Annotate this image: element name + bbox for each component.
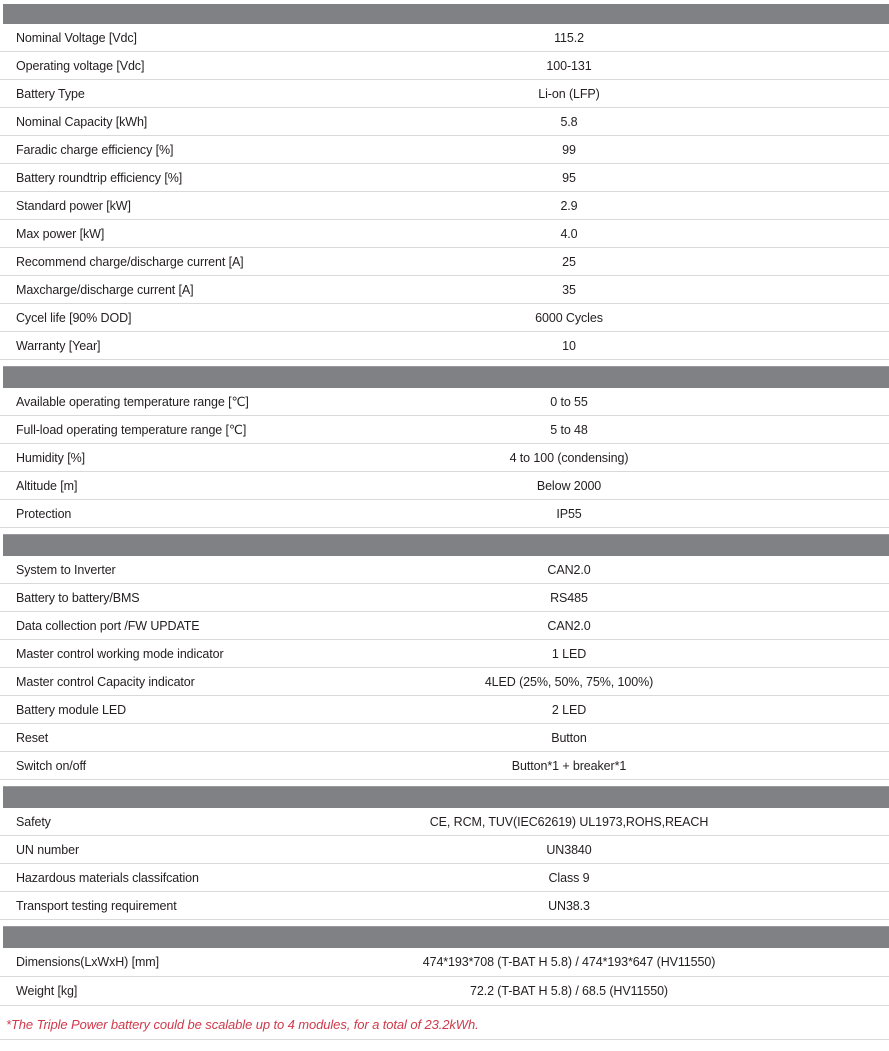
table-row [0, 388, 889, 416]
row-value: 115.2 [554, 31, 584, 45]
row-label: Full-load operating temperature range [℃] [16, 423, 247, 437]
table-row [0, 612, 889, 640]
table-row [0, 696, 889, 724]
row-label: Maxcharge/discharge current [A] [16, 283, 194, 297]
row-label: Weight [kg] [16, 984, 78, 998]
row-value: 99 [562, 143, 576, 157]
row-value: 100-131 [546, 59, 592, 73]
row-value: 2.9 [560, 199, 578, 213]
row-value: CE, RCM, TUV(IEC62619) UL1973,ROHS,REACH [429, 815, 709, 829]
row-label: Cycel life [90% DOD] [16, 311, 132, 325]
section-header-certification-and-transport [3, 786, 889, 808]
table-row [0, 977, 889, 1006]
row-label: Master control Capacity indicator [16, 675, 195, 689]
table-row [0, 332, 889, 360]
section-rows-electrical-specifications [0, 24, 889, 360]
sections-container [0, 2, 889, 1006]
row-value: Class 9 [548, 871, 590, 885]
row-value: 4LED (25%, 50%, 75%, 100%) [484, 675, 654, 689]
table-row [0, 80, 889, 108]
table-row [0, 416, 889, 444]
row-label: Data collection port /FW UPDATE [16, 619, 200, 633]
row-value: 5 to 48 [550, 423, 588, 437]
row-label: Reset [16, 731, 49, 745]
row-value: UN38.3 [548, 899, 590, 913]
table-row [0, 444, 889, 472]
row-value: 95 [562, 171, 576, 185]
row-value: 4 to 100 (condensing) [509, 451, 629, 465]
row-label: Altitude [m] [16, 479, 78, 493]
table-row [0, 164, 889, 192]
row-value: 1 LED [551, 647, 587, 661]
row-label: Safety [16, 815, 51, 829]
table-row [0, 276, 889, 304]
table-row [0, 24, 889, 52]
row-label: Dimensions(LxWxH) [mm] [16, 955, 159, 969]
row-value: 0 to 55 [550, 395, 588, 409]
row-value: 2 LED [551, 703, 587, 717]
row-value: 35 [562, 283, 576, 297]
row-label: Battery module LED [16, 703, 127, 717]
section-header-mechanical-specifications [3, 926, 889, 948]
row-label: Recommend charge/discharge current [A] [16, 255, 244, 269]
table-row [0, 724, 889, 752]
row-value: 5.8 [560, 115, 578, 129]
table-row [0, 136, 889, 164]
row-label: Transport testing requirement [16, 899, 177, 913]
table-row [0, 864, 889, 892]
row-label: Available operating temperature range [℃] [16, 395, 249, 409]
table-row [0, 108, 889, 136]
row-label: Battery roundtrip efficiency [%] [16, 171, 183, 185]
footnote-divider [0, 1039, 889, 1040]
row-value: UN3840 [546, 843, 592, 857]
row-value: 474*193*708 (T-BAT H 5.8) / 474*193*647 (HV11550) [422, 955, 716, 969]
table-row [0, 556, 889, 584]
section-rows-certification-and-transport [0, 808, 889, 920]
row-label: Operating voltage [Vdc] [16, 59, 145, 73]
table-row [0, 248, 889, 276]
row-value: CAN2.0 [547, 619, 591, 633]
row-value: 25 [562, 255, 576, 269]
table-row [0, 304, 889, 332]
row-label: Switch on/off [16, 759, 87, 773]
row-label: System to Inverter [16, 563, 116, 577]
row-value: 6000 Cycles [535, 311, 603, 325]
row-value: CAN2.0 [547, 563, 591, 577]
section-header-environmental-specifications [3, 366, 889, 388]
row-label: Battery Type [16, 87, 85, 101]
row-value: Button*1 + breaker*1 [511, 759, 627, 773]
row-label: Faradic charge efficiency [%] [16, 143, 174, 157]
row-value: Button [551, 731, 587, 745]
table-row [0, 808, 889, 836]
row-value: 72.2 (T-BAT H 5.8) / 68.5 (HV11550) [470, 984, 668, 998]
row-value: 4.0 [560, 227, 578, 241]
top-edge-strip [0, 2, 889, 4]
table-row [0, 52, 889, 80]
row-label: Hazardous materials classifcation [16, 871, 199, 885]
table-row [0, 472, 889, 500]
row-label: Standard power [kW] [16, 199, 131, 213]
section-rows-mechanical-specifications [0, 948, 889, 1006]
row-value: RS485 [550, 591, 588, 605]
section-rows-environmental-specifications [0, 388, 889, 528]
section-header-electrical-specifications [3, 2, 889, 24]
section-header-communication-and-control [3, 534, 889, 556]
table-row [0, 948, 889, 977]
scalability-footnote: *The Triple Power battery could be scalable up to 4 modules, for a total of 23.2kWh. [6, 1017, 479, 1032]
table-row [0, 892, 889, 920]
row-label: Warranty [Year] [16, 339, 101, 353]
row-label: Humidity [%] [16, 451, 85, 465]
row-label: Protection [16, 507, 72, 521]
table-row [0, 500, 889, 528]
row-label: Nominal Capacity [kWh] [16, 115, 148, 129]
row-label: Max power [kW] [16, 227, 105, 241]
table-row [0, 668, 889, 696]
row-label: Nominal Voltage [Vdc] [16, 31, 137, 45]
spec-sheet [0, 2, 889, 1051]
row-label: UN number [16, 843, 80, 857]
row-value: Below 2000 [536, 479, 602, 493]
section-rows-communication-and-control [0, 556, 889, 780]
row-value: 10 [562, 339, 576, 353]
table-row [0, 752, 889, 780]
row-label: Battery to battery/BMS [16, 591, 140, 605]
row-value: IP55 [556, 507, 582, 521]
row-value: Li-on (LFP) [538, 87, 600, 101]
table-row [0, 192, 889, 220]
table-row [0, 640, 889, 668]
table-row [0, 584, 889, 612]
table-row [0, 836, 889, 864]
footnote-container [0, 1006, 889, 1032]
table-row [0, 220, 889, 248]
row-label: Master control working mode indicator [16, 647, 224, 661]
